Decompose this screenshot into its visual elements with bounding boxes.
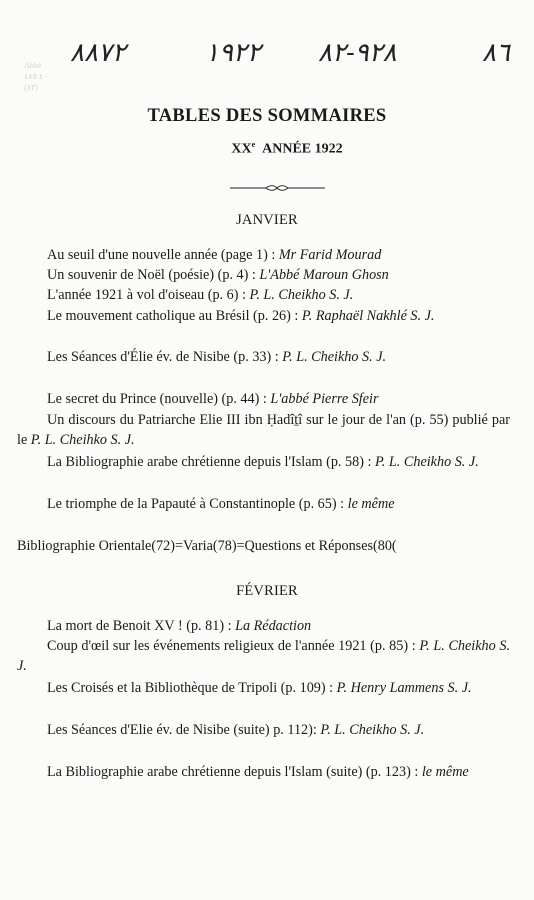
entry-text: L'année 1921 à vol d'oiseau (p. 6) :	[47, 287, 250, 303]
entry-text: Le mouvement catholique au Brésil (p. 26) :	[47, 308, 302, 324]
toc-entry	[17, 307, 510, 327]
subtitle-year: ANNÉE 1922	[262, 141, 343, 157]
entry-author: P. L. Cheikho S. J.	[282, 349, 387, 365]
handwritten-annotations	[0, 38, 534, 78]
toc-entry	[17, 763, 510, 783]
entry-author: L'abbé Pierre Sfeir	[270, 391, 379, 407]
toc-entry	[17, 348, 510, 368]
entry-text: Au seuil d'une nouvelle année (page 1) :	[47, 247, 279, 263]
toc-entry	[17, 411, 510, 450]
entry-author: La Rédaction	[235, 618, 312, 634]
handwritten-ref-1: ٨٨٧٢	[70, 38, 126, 68]
entry-author: P. Raphaël Nakhlé S. J.	[301, 308, 435, 324]
page-subtitle	[0, 140, 534, 158]
ornament-rule-icon	[230, 185, 325, 191]
stamp-line-3: (٨٣)	[24, 83, 38, 92]
subtitle-ordinal-suffix: e	[251, 140, 256, 149]
subtitle-ordinal: XX	[231, 141, 252, 157]
toc-entry	[17, 617, 510, 637]
section-heading-fevrier: FÉVRIER	[236, 583, 298, 599]
toc-entry	[17, 266, 510, 286]
entry-text: Un souvenir de Noël (poésie) (p. 4) :	[47, 267, 260, 283]
entry-author: le même	[347, 496, 395, 512]
entry-author: le même	[421, 764, 469, 780]
toc-entry	[17, 390, 510, 410]
entry-author: L'Abbé Maroun Ghosn	[259, 267, 389, 283]
entry-text: Les Séances d'Élie év. de Nisibe (p. 33) :	[47, 349, 283, 365]
toc-entry	[17, 453, 510, 473]
entry-text: Les Croisés et la Bibliothèque de Tripoli (p. 109) :	[47, 680, 337, 696]
toc-entry	[17, 246, 510, 266]
entry-author: P. L. Cheikho S. J.	[320, 722, 425, 738]
page-title: TABLES DES SOMMAIRES	[147, 106, 387, 126]
handwritten-ref-3: ٩٢٨-٨٢	[318, 38, 397, 68]
entry-author: P. L. Cheikho S. J.	[249, 287, 354, 303]
section-heading-janvier: JANVIER	[236, 212, 298, 228]
entry-text: La Bibliographie arabe chrétienne depuis l'Islam (suite) (p. 123) :	[47, 764, 422, 780]
handwritten-ref-2: ١٩٢٢	[205, 38, 261, 68]
entry-author: P. L. Cheihko S. J.	[30, 431, 135, 448]
stamp-line-1: Abbé	[24, 61, 42, 70]
entry-author: P. L. Cheikho S. J.	[17, 638, 511, 674]
entry-author: P. L. Cheikho S. J.	[374, 454, 479, 470]
decorative-rule	[230, 185, 325, 191]
entry-author: P. Henry Lammens S. J.	[336, 680, 472, 696]
entry-text: La mort de Benoit XV ! (p. 81) :	[47, 618, 236, 634]
toc-entry-misc	[17, 537, 510, 557]
entry-text: Le secret du Prince (nouvelle) (p. 44) :	[47, 391, 271, 407]
entry-text: Un discours du Patriarche Elie III ibn Ḥadîṯî sur le jour de l'an (p. 55) publié par le	[17, 412, 510, 448]
toc-entry	[17, 495, 510, 515]
handwritten-ref-4: ٨٦	[482, 38, 510, 68]
entry-text: Coup d'œil sur les événements religieux de l'année 1921 (p. 85) :	[47, 638, 420, 654]
toc-entry	[17, 637, 510, 676]
entry-text: La Bibliographie arabe chrétienne depuis l'Islam (p. 58) :	[47, 454, 375, 470]
toc-entry	[17, 286, 510, 306]
entry-text: Les Séances d'Elie év. de Nisibe (suite) p. 112):	[47, 722, 321, 738]
entry-text: Bibliographie Orientale(72)=Varia(78)=Questions et Réponses(80(	[17, 538, 397, 554]
entry-author: Mr Farid Mourad	[278, 247, 382, 263]
toc-entry	[17, 721, 510, 741]
entry-text: Le triomphe de la Papauté à Constantinople (p. 65) :	[47, 496, 348, 512]
stamp-line-2: ٤٠ ٤٨٥	[24, 72, 48, 81]
toc-entry	[17, 679, 510, 699]
